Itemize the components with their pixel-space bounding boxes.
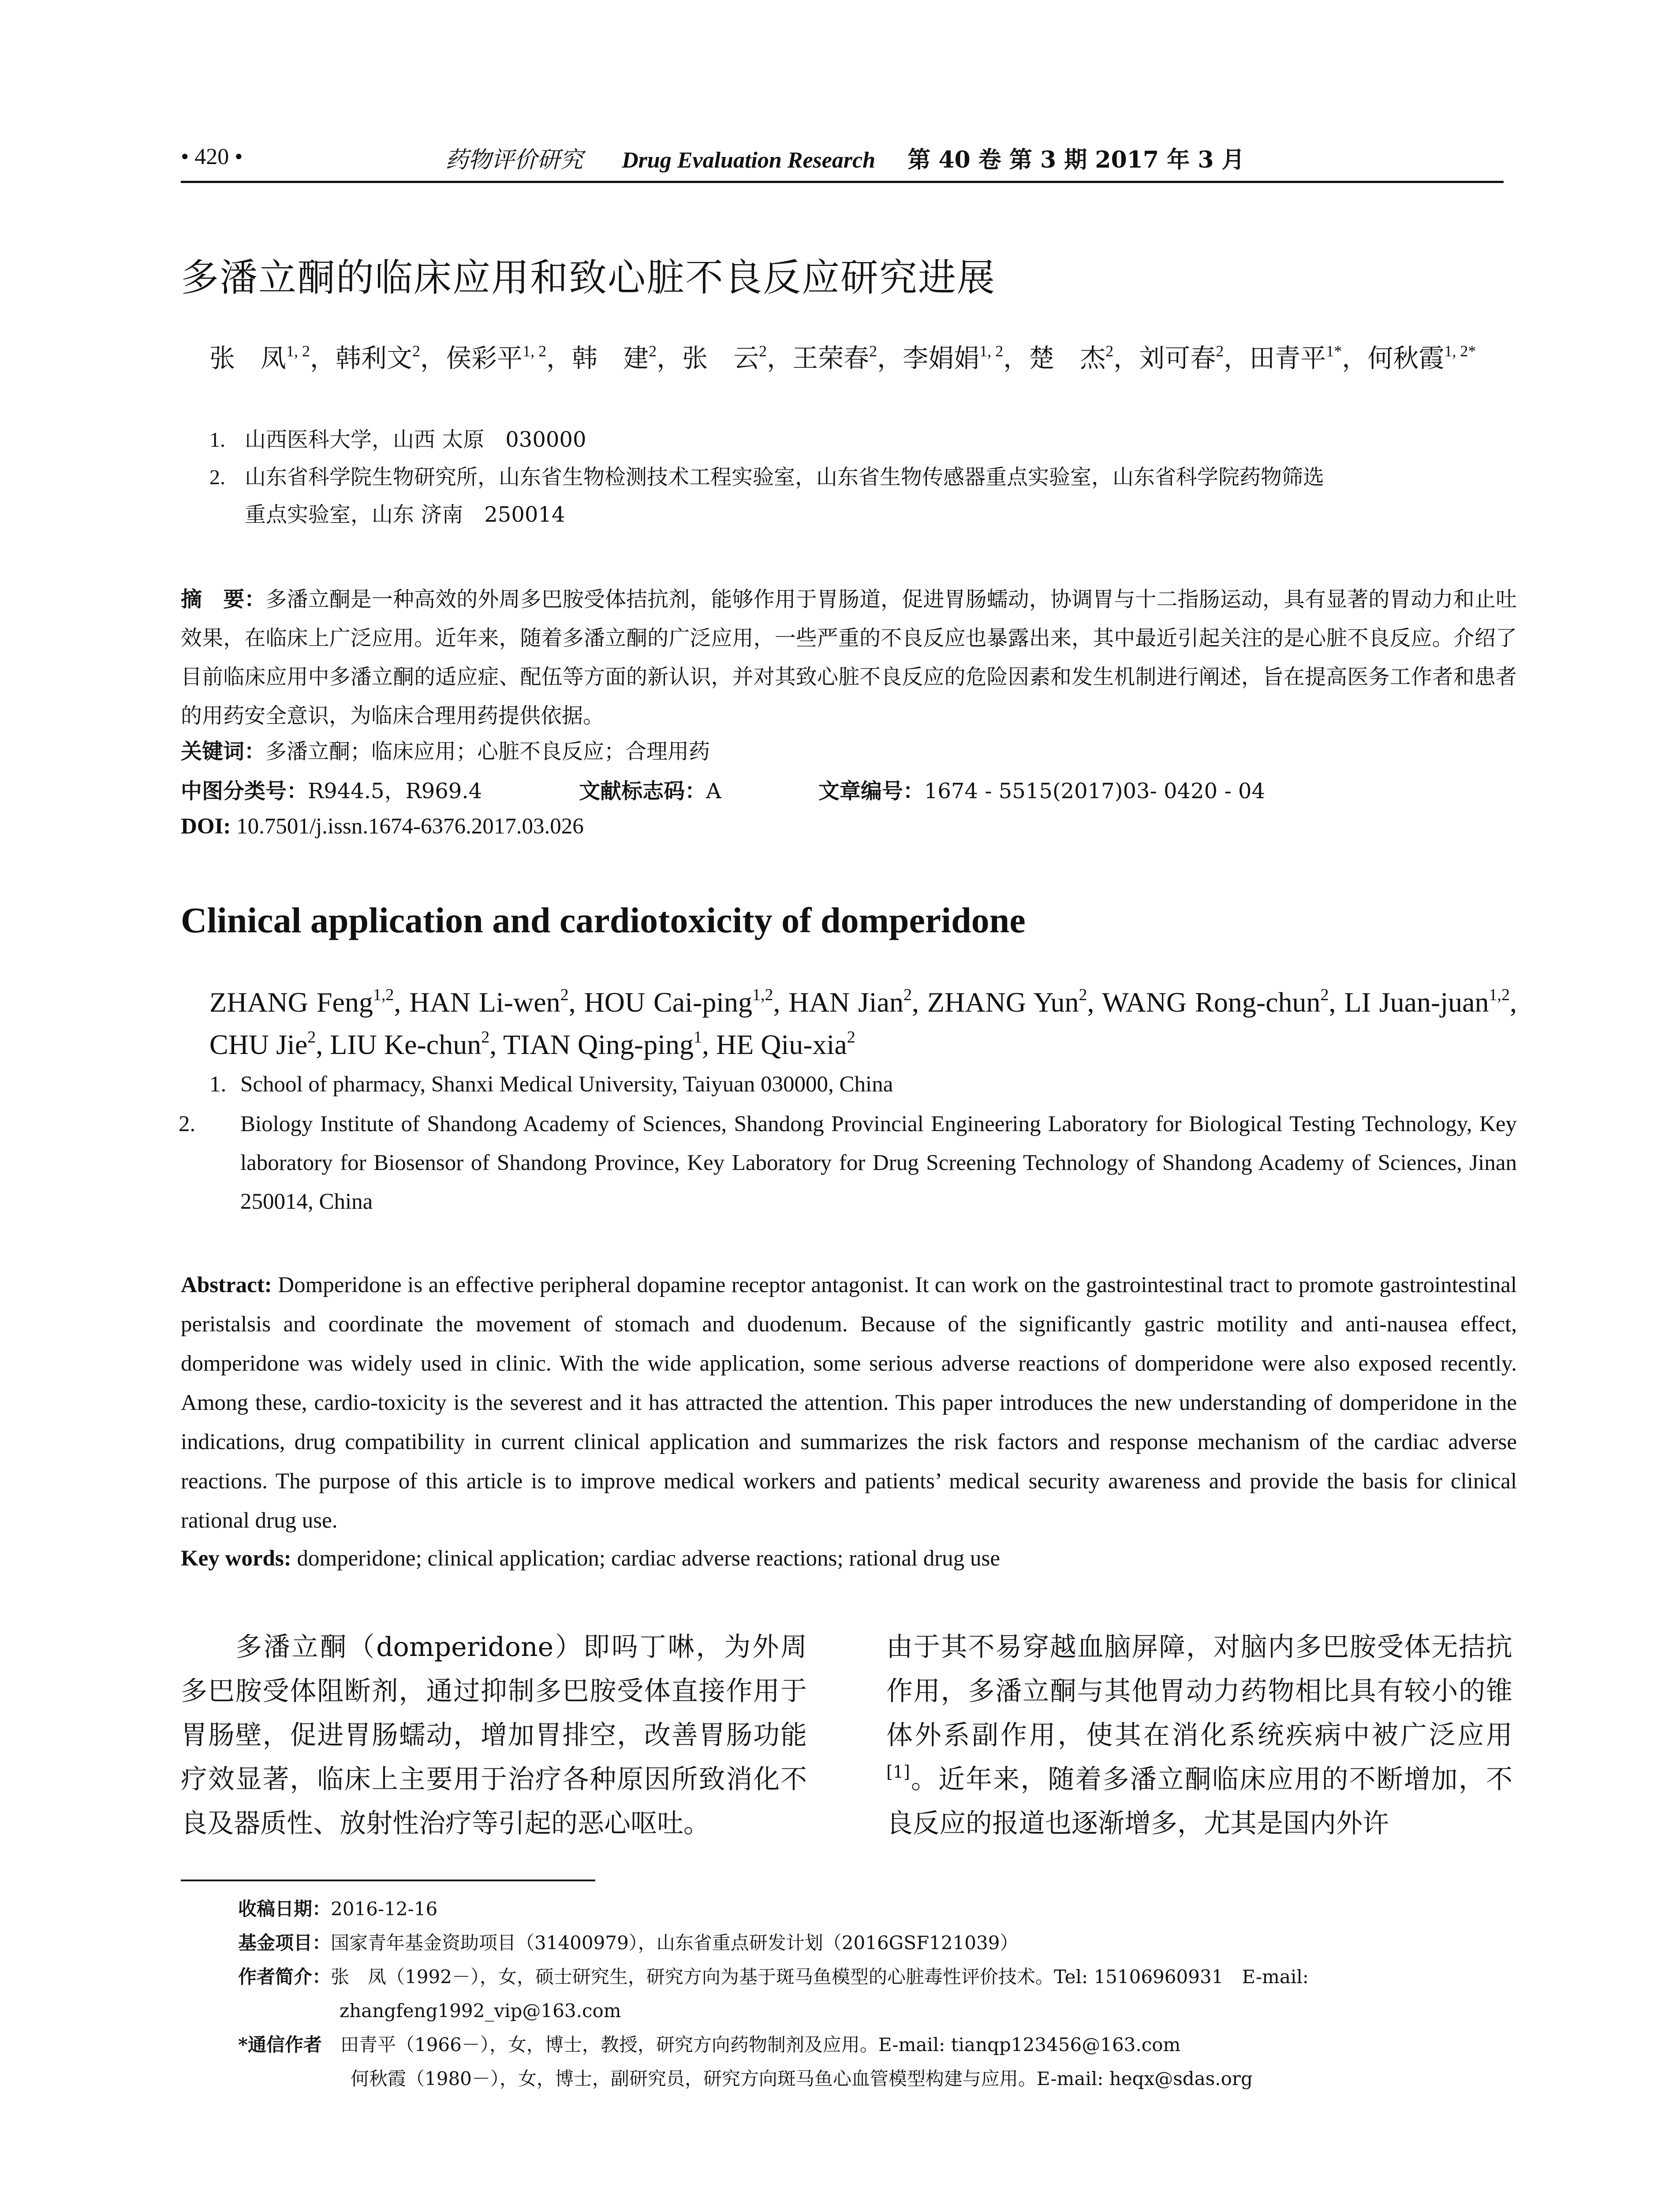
author-affiliation-mark: 2: [560, 986, 569, 1004]
author-en-6: [1102, 987, 1329, 1018]
author-email: zhangfeng1992_vip@163.com: [340, 2000, 621, 2022]
author-affiliation-mark: 2: [649, 342, 657, 360]
author-cn-9: [1139, 343, 1224, 373]
author-affiliation-mark: 1, 2*: [1444, 342, 1476, 360]
author-cn-5: [682, 343, 767, 373]
journal-name-en: Drug Evaluation Research: [622, 148, 876, 173]
corresponding-author-2: 何秋霞（1980－），女，博士，副研究员，研究方向斑马鱼心血管模型构建与应用。E-mail: heqx@sdas.org: [351, 2068, 1253, 2089]
author-en-7: [1344, 987, 1510, 1018]
author-name: 何秋霞: [1367, 343, 1445, 373]
affiliation-en-2: 2. Biology Institute of Shandong Academy of Sciences, Shandong Provincial Engineering Laboratory for Biological Testing Technology, Key laboratory for Biosensor of Shandong Province, Key Laboratory for Drug Screening Technology of Shandong Academy of Sciences, Jinan 250014, China: [179, 1112, 1517, 1214]
author-en-9: [330, 1029, 489, 1060]
journal-info: [445, 141, 1504, 174]
author-name: 韩 建: [572, 343, 649, 373]
author-affiliation-mark: 2: [1216, 342, 1224, 360]
author-en-1: [209, 987, 394, 1018]
author-en-3: [584, 987, 773, 1018]
page-number: • 420 •: [181, 144, 243, 169]
author-affiliation-mark: 2: [1079, 986, 1087, 1004]
author-name: 刘可春: [1139, 343, 1216, 373]
author-name: HAN Jian: [788, 987, 904, 1018]
author-en-2: [409, 987, 568, 1018]
authors-en: ZHANG Feng$^{1,2}$, HAN Li-wen$^2$, HOU Cai-ping$^{1,2}$, HAN Jian$^2$, ZHANG Yun$^2$, WANG Rong-chun$^2$, LI Juan-juan$^{1,2}$, CHU Jie$^2$, LIU Ke-chun$^2$, TIAN Qing-ping$^1$, HE Qiu-xia$^2$: [209, 986, 1517, 1060]
author-affiliation-mark: 2: [1105, 342, 1114, 360]
author-name: 楚 杰: [1029, 343, 1106, 373]
author-affiliation-mark: 1, 2: [979, 342, 1004, 360]
footnote-rule: [181, 1880, 595, 1881]
author-cn-3: [446, 343, 546, 373]
abstract-en: [181, 1266, 1517, 1540]
corresponding-author: *通信作者 田青平（1966－），女，博士，教授，研究方向药物制剂及应用。E-mail: tianqp123456@163.com: [238, 2034, 1181, 2056]
author-cn-10: [1249, 343, 1342, 373]
abstract-cn: [181, 580, 1517, 735]
author-name: HAN Li-wen: [409, 987, 560, 1018]
received-date: 收稿日期：2016-12-16: [238, 1898, 438, 1920]
author-affiliation-mark: 1, 2: [286, 342, 310, 360]
author-cn-4: [572, 343, 657, 373]
author-en-5: [927, 987, 1087, 1018]
author-name: WANG Rong-chun: [1102, 987, 1321, 1018]
author-bio: 作者简介：张 凤（1992－），女，硕士研究生，研究方向为基于斑马鱼模型的心脏毒性评价技术。Tel: 15106960931 E-mail:: [238, 1966, 1309, 1988]
author-name: ZHANG Yun: [927, 987, 1079, 1018]
author-affiliation-mark: 2: [412, 342, 421, 360]
author-affiliation-mark: 1, 2: [523, 342, 547, 360]
author-affiliation-mark: 2: [869, 342, 877, 360]
author-name: HE Qiu-xia: [716, 1029, 847, 1060]
authors-cn: 张 凤$^{1, 2}$，韩利文$^2$，侯彩平$^{1, 2}$，韩 建$^2$，张 云$^2$，王荣春$^2$，李娟娟$^{1, 2}$，楚 杰$^2$，刘可春$^2$，田青平$^{1*}$，何秋霞$^{1, 2*}$: [209, 342, 1476, 373]
author-name: 田青平: [1249, 343, 1326, 373]
author-affiliation-mark: 2: [1320, 986, 1329, 1004]
funding: 基金项目：国家青年基金资助项目（31400979），山东省重点研发计划（2016GSF121039）: [238, 1932, 1019, 1954]
author-name: LI Juan-juan: [1344, 987, 1489, 1018]
author-affiliation-mark: 1,2: [1489, 986, 1510, 1004]
author-name: 张 云: [682, 343, 759, 373]
keywords-en: Key words: domperidone; clinical application; cardiac adverse reactions; rational drug use: [181, 1546, 1000, 1571]
author-cn-8: [1029, 343, 1113, 373]
author-cn-6: [792, 343, 877, 373]
author-name: HOU Cai-ping: [584, 987, 753, 1018]
abstract-en-label: Abstract:: [181, 1273, 272, 1297]
author-name: LIU Ke-chun: [330, 1029, 482, 1060]
abstract-cn-text: 多潘立酮是一种高效的外周多巴胺受体拮抗剂，能够作用于胃肠道，促进胃肠蠕动，协调胃与十二指肠运动，具有显著的胃动力和止吐效果，在临床上广泛应用。近年来，随着多潘立酮的广泛应用，一些严重的不良反应也暴露出来，其中最近引起关注的是心脏不良反应。介绍了目前临床应用中多潘立酮的适应症、配伍等方面的新认识，并对其致心脏不良反应的危险因素和发生机制进行阐述，旨在提高医务工作者和患者的用药安全意识，为临床合理用药提供依据。: [181, 587, 1517, 728]
author-affiliation-mark: 2: [481, 1028, 490, 1046]
author-name: 张 凤: [209, 343, 287, 373]
author-cn-11: [1367, 343, 1476, 373]
keywords-cn: 关键词：多潘立酮；临床应用；心脏不良反应；合理用药: [181, 739, 710, 764]
classification-line: 中图分类号：R944.5，R969.4 文献标志码：A 文章编号：1674 - 5515(2017)03- 0420 - 04: [181, 779, 1266, 804]
issue-info: 第 40 卷 第 3 期 2017 年 3 月: [907, 146, 1245, 173]
author-cn-2: [336, 343, 420, 373]
abstract-en-text: Domperidone is an effective peripheral dopamine receptor antagonist. It can work on the gastrointestinal tract to promote gastrointestinal peristalsis and coordinate the movement of stomach and duodenum. Because of the significantly gastric motility and anti-nausea effect, domperidone was widely used in clinic. With the wide application, some serious adverse reactions of domperidone were also exposed recently. Among these, cardio-toxicity is the severest and it has attracted the attention. This paper introduces the new understanding of domperidone in the indications, drug compatibility in current clinical application and summarizes the risk factors and response mechanism of the cardiac adverse reactions. The purpose of this article is to improve medical workers and patients’ medical security awareness and provide the basis for clinical rational drug use.: [181, 1273, 1517, 1533]
footnotes: [238, 1892, 1455, 2096]
title-cn: 多潘立酮的临床应用和致心脏不良反应研究进展: [181, 256, 996, 300]
doi-line: DOI: 10.7501/j.issn.1674-6376.2017.03.026: [181, 814, 584, 839]
affiliation-cn-2: 2. 山东省科学院生物研究所，山东省生物检测技术工程实验室，山东省生物传感器重点实验室，山东省科学院药物筛选 重点实验室，山东 济南 250014: [209, 465, 1325, 527]
citation-ref[interactable]: [1]: [886, 1762, 910, 1782]
author-en-4: [788, 987, 912, 1018]
author-name: 韩利文: [336, 343, 413, 373]
author-name: 侯彩平: [446, 343, 523, 373]
author-affiliation-mark: 1,2: [752, 986, 773, 1004]
affiliation-en-1: 1. School of pharmacy, Shanxi Medical University, Taiyuan 030000, China: [209, 1072, 893, 1097]
author-cn-7: [903, 343, 1003, 373]
running-header: [181, 141, 1504, 183]
body-column-left: 多潘立酮（domperidone）即吗丁啉，为外周多巴胺受体阻断剂，通过抑制多巴胺受体直接作用于胃肠壁，促进胃肠蠕动，增加胃排空，改善胃肠功能疗效显著，临床上主要用于治疗各种原因所致消化不良及器质性、放射性治疗等引起的恶心呕吐。: [181, 1632, 807, 1839]
author-affiliation-mark: 2: [307, 1028, 316, 1046]
author-affiliation-mark: 2: [903, 986, 912, 1004]
author-affiliation-mark: 1,2: [373, 986, 394, 1004]
author-name: 王荣春: [792, 343, 870, 373]
journal-logo-cn: 药物评价研究: [445, 147, 583, 173]
author-en-10: [503, 1029, 702, 1060]
abstract-cn-label: 摘 要：: [181, 587, 266, 612]
author-name: ZHANG Feng: [209, 987, 373, 1018]
author-en-11: [716, 1029, 855, 1060]
author-affiliation-mark: 2: [759, 342, 767, 360]
title-en: Clinical application and cardiotoxicity of domperidone: [181, 900, 1026, 940]
author-name: TIAN Qing-ping: [503, 1029, 694, 1060]
affiliation-cn-1: 1. 山西医科大学，山西 太原 030000: [209, 427, 586, 452]
author-name: CHU Jie: [209, 1029, 308, 1060]
author-affiliation-mark: 1: [693, 1028, 702, 1046]
author-affiliation-mark: 1*: [1326, 342, 1342, 360]
author-affiliation-mark: 2: [847, 1028, 855, 1046]
author-name: 李娟娟: [903, 343, 980, 373]
author-en-8: [209, 1029, 316, 1060]
author-cn-1: [209, 343, 310, 373]
body-column-right: 由于其不易穿越血脑屏障，对脑内多巴胺受体无拮抗作用，多潘立酮与其他胃动力药物相比具有较小的锥体外系副作用，使其在消化系统疾病中被广泛应用[1]。近年来，随着多潘立酮临床应用的不断增加，不良反应的报道也逐渐增多，尤其是国内外许: [886, 1632, 1512, 1839]
